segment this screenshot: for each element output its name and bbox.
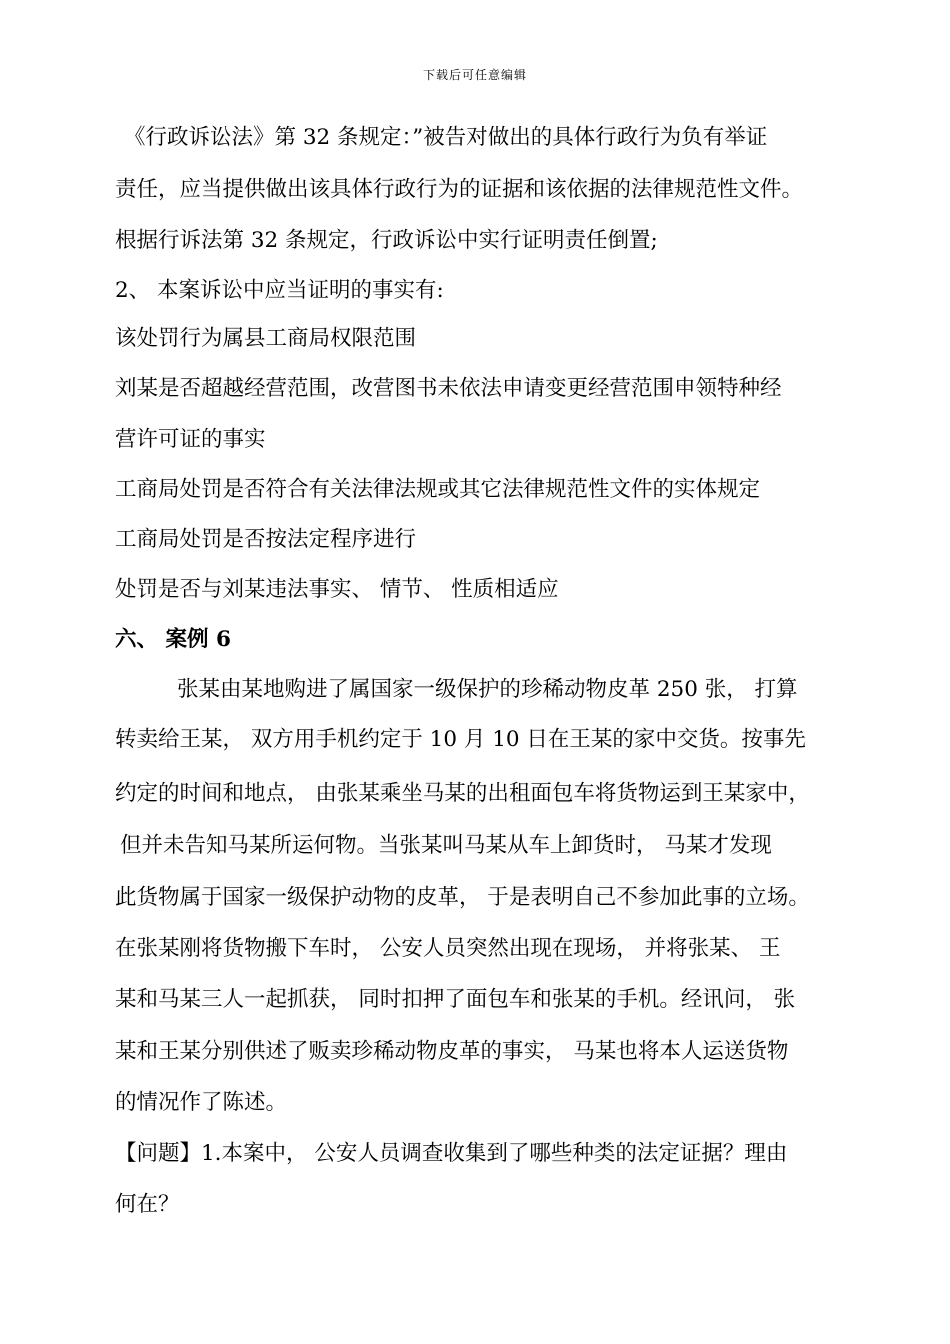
text-line: 工商局处罚是否符合有关法律法规或其它法律规范性文件的实体规定 xyxy=(115,477,761,502)
text-line: 约定的时间和地点， 由张某乘坐马某的出租面包车将货物运到王某家中， xyxy=(115,781,810,806)
text-line: 此货物属于国家一级保护动物的皮革， 于是表明自己不参加此事的立场。 xyxy=(115,885,810,910)
text-line: 该处罚行为属县工商局权限范围 xyxy=(115,326,417,351)
question-line: 【问题】1.本案中， 公安人员调查收集到了哪些种类的法定证据？理由 xyxy=(115,1141,788,1166)
text-line: 责任，应当提供做出该具体行政行为的证据和该依据的法律规范性文件。 xyxy=(115,177,804,202)
text-line: 处罚是否与刘某违法事实、 情节、 性质相适应 xyxy=(115,577,559,602)
text-line: 但并未告知马某所运何物。当张某叫马某从车上卸货时， 马某才发现 xyxy=(120,833,772,858)
text-line: 2、 本案诉讼中应当证明的事实有: xyxy=(115,278,444,303)
text-line: 张某由某地购进了属国家一级保护的珍稀动物皮革 250 张， 打算 xyxy=(177,677,798,702)
question-line: 何在？ xyxy=(115,1192,180,1217)
text-line: 根据行诉法第 32 条规定，行政诉讼中实行证明责任倒置; xyxy=(115,228,658,253)
section-heading: 六、 案例 6 xyxy=(115,627,231,652)
page-header: 下载后可任意编辑 xyxy=(422,68,527,82)
text-line: 的情况作了陈述。 xyxy=(115,1090,288,1115)
text-line: 某和王某分别供述了贩卖珍稀动物皮革的事实， 马某也将本人运送货物 xyxy=(115,1039,789,1064)
text-line: 《行政诉讼法》第 32 条规定：”被告对做出的具体行政行为负有举证 xyxy=(124,125,768,150)
text-line: 营许可证的事实 xyxy=(115,427,266,452)
text-line: 在张某刚将货物搬下车时， 公安人员突然出现在现场， 并将张某、 王 xyxy=(115,936,781,961)
text-line: 工商局处罚是否按法定程序进行 xyxy=(115,527,417,552)
text-line: 某和马某三人一起抓获， 同时扣押了面包车和张某的手机。经讯问， 张 xyxy=(115,987,796,1012)
text-line: 转卖给王某， 双方用手机约定于 10 月 10 日在王某的家中交货。按事先 xyxy=(115,727,806,752)
text-line: 刘某是否超越经营范围，改营图书未依法申请变更经营范围申领特种经 xyxy=(115,376,782,401)
